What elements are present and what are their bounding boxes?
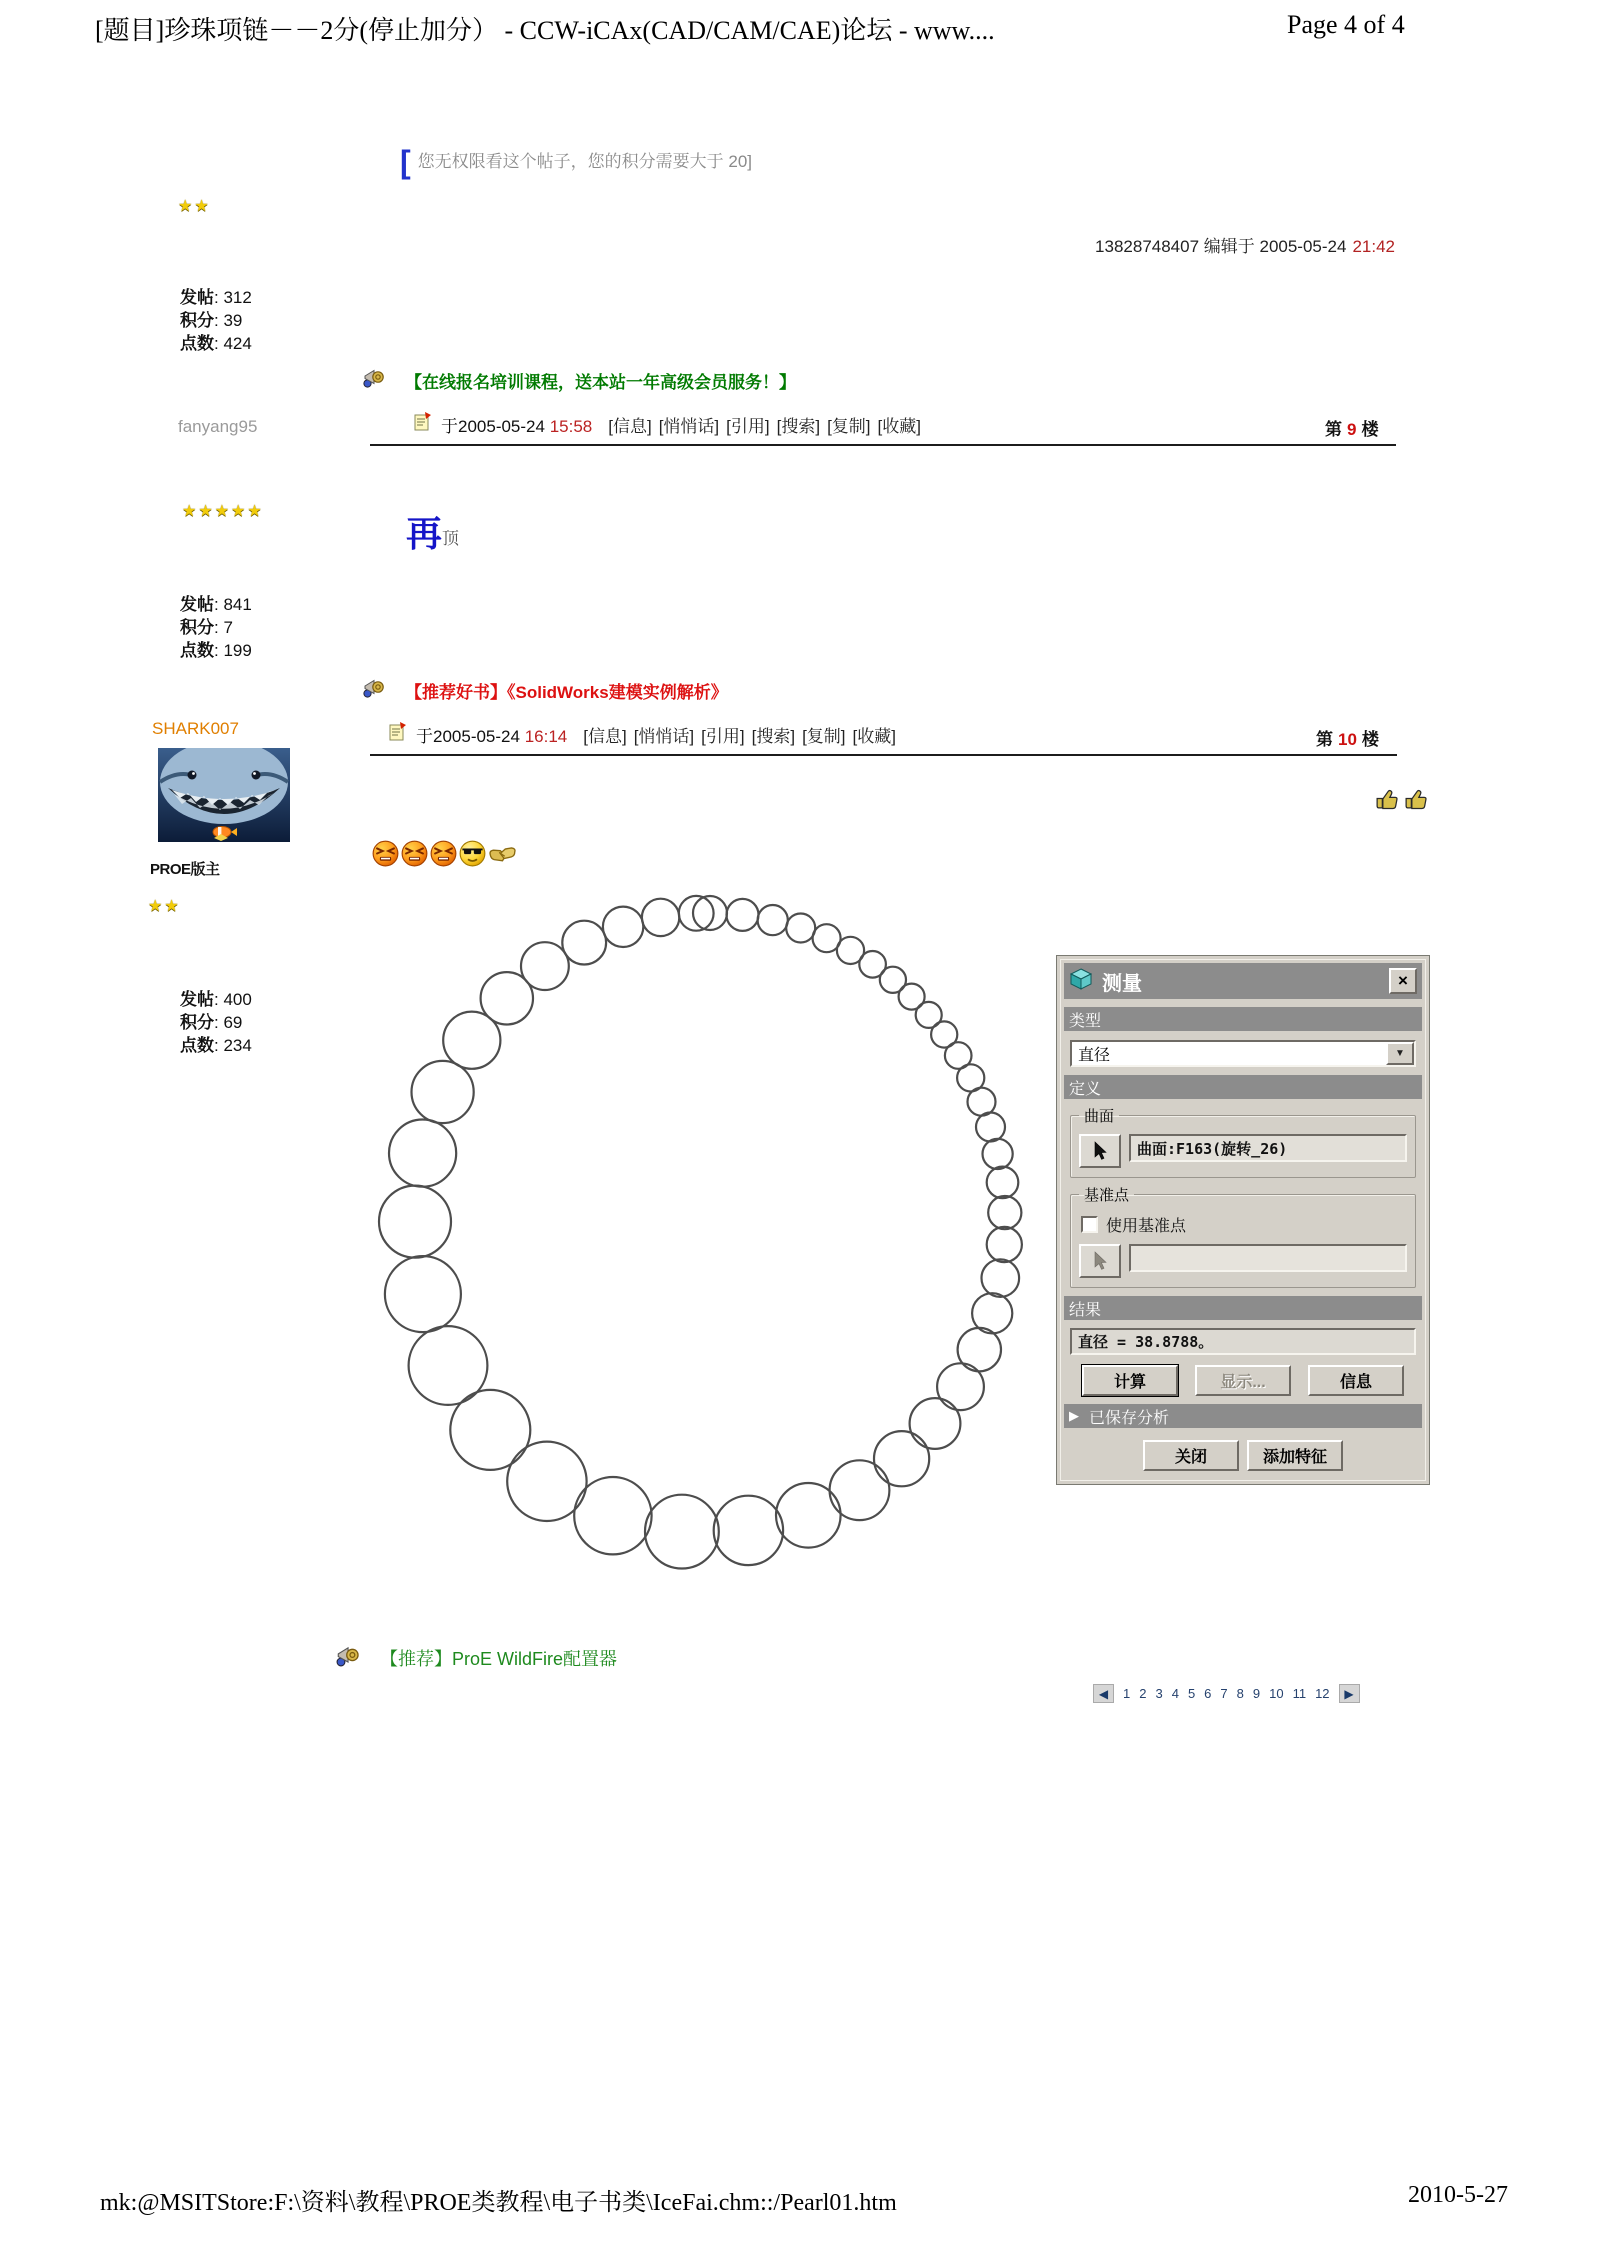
user-stat-row: 积分: 69 [180, 1013, 243, 1032]
next-page-button[interactable]: ▶ [1339, 1684, 1360, 1703]
thumb-up-icon [1374, 788, 1399, 811]
user-stats [180, 593, 252, 662]
surface-select-button[interactable] [1079, 1134, 1121, 1168]
user-stat-row: 点数: 234 [180, 1036, 252, 1055]
page-number-link[interactable]: 7 [1220, 1686, 1228, 1701]
thumb-up-icon [1403, 788, 1428, 811]
edit-note-text: 13828748407 编辑于 2005-05-24 [1095, 237, 1347, 256]
thumbs-up-icons [1374, 788, 1428, 811]
necklace-bead [603, 907, 643, 947]
result-value: 直径 = 38.8788。 [1078, 1333, 1214, 1351]
user-stat-row: 点数: 199 [180, 641, 252, 660]
announce-icon [335, 1643, 360, 1673]
print-footer-path: mk:@MSITStore:F:\资料\教程\PROE类教程\电子书类\IceFai.chm::/Pearl01.htm [100, 2190, 897, 2216]
squint-face-icon [430, 840, 457, 867]
post-action-link[interactable]: [引用] [701, 726, 745, 746]
saved-analysis-section[interactable] [1064, 1404, 1422, 1428]
floor-label-10: 第 10 楼 [1316, 730, 1379, 749]
necklace-bead [983, 1139, 1013, 1169]
cursor-arrow-icon [1093, 1251, 1108, 1271]
datum-group-label: 基准点 [1084, 1187, 1130, 1204]
training-ad-link[interactable]: 【在线报名培训课程，送本站一年高级会员服务！】 [405, 372, 796, 392]
user-role-badge: PROE版主 [150, 861, 220, 878]
necklace-bead [786, 914, 815, 943]
surface-group [1070, 1105, 1416, 1178]
user-stat-row: 发帖: 312 [180, 288, 252, 307]
user-stat-row: 积分: 7 [180, 618, 233, 637]
notice-bracket: [ [400, 144, 411, 180]
print-header-title: [题目]珍珠项链－－2分(停止加分） - CCW-iCAx(CAD/CAM/CAE)论坛 - www.... [95, 16, 995, 45]
permission-notice [400, 144, 752, 181]
page-number-link[interactable]: 4 [1171, 1686, 1179, 1701]
user-stat-row: 点数: 424 [180, 334, 252, 353]
page-number-link[interactable]: 8 [1236, 1686, 1244, 1701]
measure-dialog [1057, 956, 1429, 1484]
post-action-link[interactable]: [复制] [827, 416, 871, 436]
user-stat-row: 发帖: 841 [180, 595, 252, 614]
necklace-bead [642, 899, 679, 936]
star-icon: ★ [198, 503, 215, 520]
page-number-links [1123, 1686, 1330, 1701]
star-icon: ★ [164, 898, 181, 915]
star-icon: ★ [231, 503, 248, 520]
necklace-bead [507, 1442, 586, 1521]
necklace-bead [776, 1483, 841, 1548]
expand-triangle-icon[interactable]: ▶ [1069, 1408, 1079, 1423]
use-datum-checkbox[interactable] [1081, 1216, 1098, 1233]
post-action-link[interactable]: [收藏] [852, 726, 896, 746]
user-stats [180, 988, 252, 1057]
page-number-link[interactable]: 10 [1269, 1686, 1284, 1701]
section-result: 结果 [1064, 1296, 1422, 1320]
necklace-bead [562, 921, 606, 965]
dialog-titlebar[interactable] [1064, 963, 1422, 999]
user-star-rating [182, 501, 264, 521]
print-header-page-count: Page 4 of 4 [1287, 10, 1405, 39]
necklace-bead [830, 1460, 890, 1520]
edit-note-time: 21:42 [1352, 237, 1395, 256]
post-note-icon [413, 411, 432, 437]
surface-group-label: 曲面 [1084, 1108, 1115, 1125]
necklace-bead [937, 1363, 984, 1410]
post10-meta [388, 721, 896, 747]
dropdown-arrow-icon[interactable]: ▼ [1386, 1042, 1414, 1065]
section-definition: 定义 [1064, 1075, 1422, 1099]
post-action-link[interactable]: [收藏] [877, 416, 921, 436]
proe-tool-ad-link[interactable]: 【推荐】ProE WildFire配置器 [380, 1649, 618, 1669]
compute-button[interactable]: 计算 [1082, 1365, 1178, 1396]
post-action-link[interactable]: [信息] [583, 726, 627, 746]
necklace-bead [409, 1326, 488, 1405]
star-icon: ★ [247, 503, 264, 520]
type-dropdown-value: 直径 [1078, 1047, 1111, 1064]
saved-analysis-label: 已保存分析 [1089, 1409, 1170, 1427]
squint-face-icon [401, 840, 428, 867]
star-icon: ★ [214, 503, 232, 520]
squint-face-icon [372, 840, 399, 867]
post-action-link[interactable]: [悄悄话] [658, 416, 720, 436]
username-fanyang95[interactable]: fanyang95 [178, 417, 258, 436]
emoticon-row [372, 840, 517, 867]
necklace-bead [679, 896, 714, 931]
sunglasses-face-icon [459, 840, 486, 867]
post-note-icon [388, 721, 407, 747]
dialog-close-button[interactable]: × [1389, 968, 1417, 994]
post-action-links [601, 412, 921, 437]
post-action-link[interactable]: [引用] [726, 416, 770, 436]
post9-content-large: 再 [406, 513, 443, 554]
necklace-bead [385, 1256, 461, 1332]
announce-icon [362, 676, 385, 704]
section-type: 类型 [1064, 1007, 1422, 1031]
handshake-icon [488, 840, 517, 867]
necklace-bead [976, 1113, 1005, 1142]
add-feature-button[interactable]: 添加特征 [1247, 1440, 1343, 1471]
user-stat-row: 发帖: 400 [180, 990, 252, 1009]
notice-text: 您无权限看这个帖子，您的积分需要大于 20] [417, 152, 753, 171]
print-footer-date: 2010-5-27 [1408, 2182, 1508, 2208]
page-number-link[interactable]: 1 [1123, 1686, 1131, 1701]
dialog-cube-icon [1069, 967, 1093, 996]
necklace-figure [370, 878, 1050, 1578]
result-field [1070, 1328, 1416, 1355]
book-ad-link[interactable]: 【推荐好书】《SolidWorks建模实例解析》 [405, 682, 728, 702]
necklace-bead [645, 1495, 719, 1569]
necklace-bead [521, 942, 569, 990]
datum-select-button[interactable] [1079, 1244, 1121, 1278]
necklace-bead [987, 1227, 1022, 1262]
cursor-arrow-icon [1093, 1141, 1108, 1161]
floor-label-9: 第 9 楼 [1325, 420, 1379, 439]
necklace-bead [958, 1328, 1001, 1371]
page-number-link[interactable]: 6 [1204, 1686, 1212, 1701]
star-icon: ★ [178, 198, 195, 215]
close-button[interactable]: 关闭 [1143, 1440, 1239, 1471]
info-button[interactable]: 信息 [1308, 1365, 1404, 1396]
post-action-link[interactable]: [搜索] [776, 416, 821, 436]
post-date: 于2005-05-24 15:58 [441, 416, 593, 436]
necklace-bead [982, 1259, 1020, 1297]
post-date: 于2005-05-24 16:14 [416, 726, 568, 746]
necklace-bead [412, 1061, 474, 1123]
user-stats [180, 286, 252, 355]
announce-icon [362, 366, 385, 394]
post-action-links [576, 722, 896, 747]
necklace-svg [370, 878, 1050, 1578]
pagination [1093, 1684, 1360, 1703]
post9-meta [413, 411, 921, 437]
datum-group [1070, 1184, 1416, 1288]
post-time: 15:58 [549, 416, 593, 436]
floor-number: 9 [1347, 420, 1357, 439]
post-action-link[interactable]: [复制] [802, 726, 846, 746]
user-star-rating [148, 896, 181, 916]
post-divider [370, 754, 1397, 756]
page-number-link[interactable]: 9 [1252, 1686, 1261, 1701]
necklace-bead [874, 1431, 929, 1486]
post-action-link[interactable]: [搜索] [751, 726, 796, 746]
page-number-link[interactable]: 5 [1187, 1686, 1196, 1701]
page-number-link[interactable]: 12 [1315, 1686, 1330, 1701]
use-datum-label: 使用基准点 [1106, 1218, 1187, 1235]
star-icon: ★ [148, 898, 165, 915]
necklace-bead [727, 899, 759, 931]
necklace-bead [389, 1120, 456, 1187]
datum-value-field[interactable] [1129, 1244, 1407, 1272]
show-button[interactable]: 显示... [1195, 1365, 1291, 1396]
necklace-bead [379, 1186, 451, 1258]
post-action-link[interactable]: [信息] [608, 416, 652, 436]
post-action-link[interactable]: [悄悄话] [633, 726, 695, 746]
dialog-title: 测量 [1102, 972, 1142, 995]
username-shark007[interactable]: SHARK007 [152, 719, 239, 738]
user-stat-row: 积分: 39 [180, 311, 243, 330]
surface-value: 曲面:F163(旋转_26) [1137, 1139, 1288, 1158]
page-number-link[interactable]: 2 [1139, 1686, 1147, 1701]
necklace-bead [988, 1196, 1021, 1229]
floor-number: 10 [1338, 730, 1357, 749]
necklace-bead [987, 1167, 1019, 1199]
page-number-link[interactable]: 3 [1155, 1686, 1163, 1701]
star-icon: ★ [194, 198, 211, 215]
user-star-rating [178, 196, 211, 216]
post-divider [370, 444, 1396, 446]
page-number-link[interactable]: 11 [1292, 1686, 1307, 1701]
shark007-avatar [158, 748, 290, 842]
post9-content [406, 513, 460, 554]
necklace-bead [758, 905, 788, 935]
star-icon: ★ [182, 503, 199, 520]
necklace-bead [714, 1496, 783, 1565]
surface-value-field[interactable] [1129, 1134, 1407, 1162]
post-time: 16:14 [524, 726, 568, 746]
edit-note [1095, 232, 1395, 257]
type-dropdown[interactable] [1070, 1040, 1416, 1067]
necklace-bead [910, 1398, 961, 1449]
prev-page-button[interactable]: ◀ [1093, 1684, 1114, 1703]
post9-content-small: 顶 [442, 529, 460, 548]
